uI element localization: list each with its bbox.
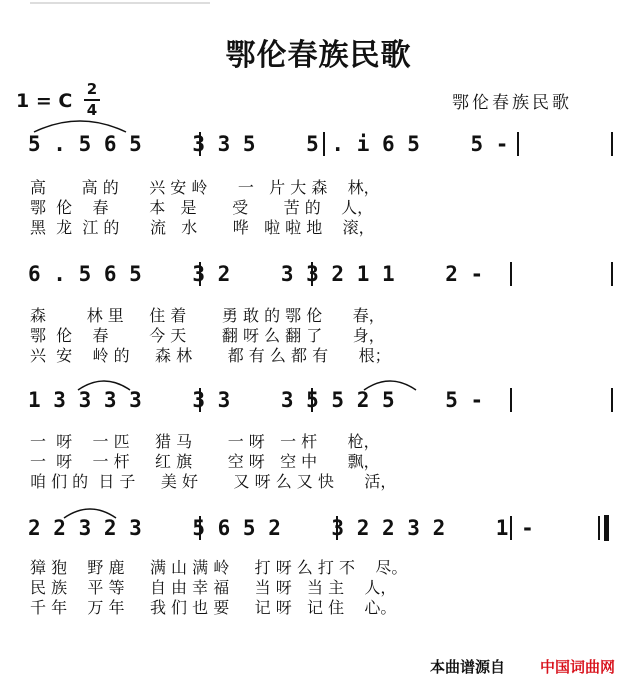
slur-mark [74, 376, 134, 392]
slur-mark [60, 504, 120, 520]
lyric-line: 鄂 伦 春 本 是 受 苦 的 人， [30, 198, 374, 217]
bar-line [611, 388, 613, 412]
lyric-line: 獐 狍 野 鹿 满 山 满 岭 打 呀 么 打 不 尽。 [30, 558, 408, 577]
slur-arc [364, 381, 416, 390]
slur-mark [360, 376, 420, 392]
bar-line [199, 516, 201, 540]
top-scan-line [30, 2, 210, 4]
slur-arc [34, 121, 126, 132]
bar-line [323, 132, 325, 156]
final-bar-thin [598, 516, 600, 540]
time-signature-top: 2 [86, 80, 98, 98]
lyric-line: 高 高 的 兴 安 岭 一 片 大 森 林， [30, 178, 380, 197]
lyric-line: 民 族 平 等 自 由 幸 福 当 呀 当 主 人， [30, 578, 397, 597]
bar-line [517, 132, 519, 156]
bar-line [510, 388, 512, 412]
lyric-line: 千 年 万 年 我 们 也 要 记 呀 记 住 心。 [30, 598, 397, 617]
slur-arc [64, 509, 116, 518]
bar-line [510, 516, 512, 540]
site-link[interactable]: 中国词曲网 [540, 658, 616, 676]
bar-line [311, 262, 313, 286]
lyric-line: 咱 们 的 日 子 美 好 又 呀 么 又 快 活， [30, 472, 397, 491]
notation-row-1: 5 . 5 6 5 3 3 5 5 . i 6 5 5 - [28, 132, 509, 156]
lyric-line: 黑 龙 江 的 流 水 哗 啦 啦 地 滚， [30, 218, 375, 237]
slur-mark [30, 116, 130, 134]
bar-line [611, 132, 613, 156]
lyric-line: 一 呀 一 匹 猎 马 一 呀 一 杆 枪， [30, 432, 380, 451]
lyric-line: 森 林 里 住 着 勇 敢 的 鄂 伦 春， [30, 306, 385, 325]
bar-line [611, 262, 613, 286]
bar-line [199, 262, 201, 286]
slur-arc [78, 381, 130, 390]
time-signature [84, 82, 100, 118]
song-attribution: 鄂伦春族民歌 [452, 93, 572, 113]
song-title: 鄂伦春族民歌 [225, 38, 412, 73]
notation-row-2: 6 . 5 6 5 3 2 3 3 2 1 1 2 - [28, 262, 484, 286]
notation-row-4: 2 2 3 2 3 5 6 5 2 3 2 2 3 2 1 - [28, 516, 534, 540]
bar-line [510, 262, 512, 286]
bar-line [199, 132, 201, 156]
final-bar-thick [604, 515, 609, 541]
lyric-line: 鄂 伦 春 今 天 翻 呀 么 翻 了 身， [30, 326, 385, 345]
bar-line [311, 388, 313, 412]
lyric-line: 一 呀 一 杆 红 旗 空 呀 空 中 飘， [30, 452, 380, 471]
key-signature: 1 = C [16, 90, 73, 112]
bar-line [336, 516, 338, 540]
time-signature-bottom: 4 [86, 101, 98, 119]
bar-line [199, 388, 201, 412]
source-label: 本曲谱源自 [430, 658, 506, 676]
notation-row-3: 1 3 3 3 3 3 3 3 5 5 2 5 5 - [28, 388, 484, 412]
lyric-line: 兴 安 岭 的 森 林 都 有 么 都 有 根； [30, 346, 391, 365]
